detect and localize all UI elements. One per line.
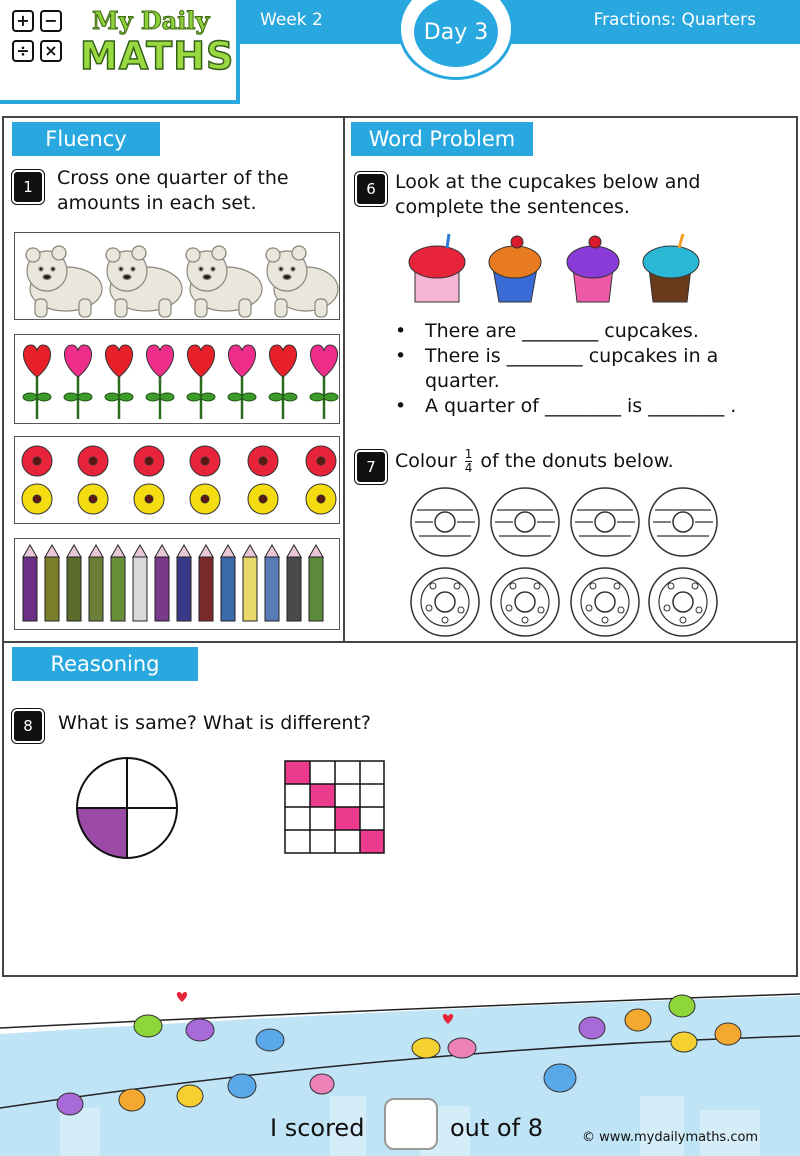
reasoning-panel	[2, 641, 798, 977]
q6-text: Look at the cupcakes below and complete the sentences.	[395, 171, 701, 218]
question-number-8: 8	[12, 709, 44, 743]
top-bar	[240, 0, 800, 44]
fraction-numerator: 1	[464, 447, 473, 461]
plus-icon: +	[12, 10, 34, 32]
week-label: Week 2	[260, 10, 323, 30]
day-badge	[398, 0, 514, 80]
out-of-label: out of 8	[450, 1114, 543, 1142]
fluency-panel	[2, 116, 345, 643]
reasoning-question: What is same? What is different?	[58, 712, 371, 734]
bears-image	[15, 233, 339, 319]
q7-text	[395, 448, 674, 475]
bears-set	[14, 232, 340, 320]
crayons-image	[15, 539, 339, 629]
flowers-set	[14, 436, 340, 524]
heart-flowers-set	[14, 334, 340, 424]
flowers-image	[15, 437, 339, 523]
question-number-1: 1	[12, 170, 44, 204]
crayons-set	[14, 538, 340, 630]
heart-flowers-image	[15, 335, 339, 423]
logo-line1: My Daily	[92, 6, 210, 35]
sentence-3: • A quarter of ________ is ________ .	[391, 394, 791, 419]
sentence-1: • There are ________ cupcakes.	[391, 319, 791, 344]
divide-icon: ÷	[12, 40, 34, 62]
score-input[interactable]	[384, 1098, 438, 1150]
sentence-list	[391, 319, 791, 419]
word-problem-title: Word Problem	[351, 122, 533, 156]
question-number-6: 6	[355, 172, 387, 206]
minus-icon: −	[40, 10, 62, 32]
grid-image	[284, 760, 386, 856]
q7-text-before: Colour	[395, 450, 457, 472]
logo	[0, 0, 240, 104]
quarter-circle-image	[70, 753, 184, 863]
reasoning-title: Reasoning	[12, 647, 198, 681]
multiply-icon: ×	[40, 40, 62, 62]
q7-text-after: of the donuts below.	[480, 450, 674, 472]
question-number-7: 7	[355, 450, 387, 484]
sentence-2: • There is ________ cupcakes in a quarter.	[391, 344, 791, 394]
fraction-one-quarter	[465, 448, 473, 475]
day-label: Day 3	[414, 0, 498, 67]
cupcakes-image	[405, 232, 705, 306]
fraction-denominator: 4	[464, 461, 473, 475]
word-problem-panel	[343, 116, 798, 643]
logo-line2: MATHS	[80, 34, 235, 78]
scored-label: I scored	[270, 1114, 365, 1142]
website-credit: © www.mydailymaths.com	[582, 1130, 759, 1145]
donuts-image[interactable]	[407, 486, 737, 640]
fluency-title: Fluency	[12, 122, 160, 156]
fluency-question: Cross one quarter of the amounts in each set.	[57, 167, 289, 214]
topic-label: Fractions: Quarters	[593, 10, 756, 30]
